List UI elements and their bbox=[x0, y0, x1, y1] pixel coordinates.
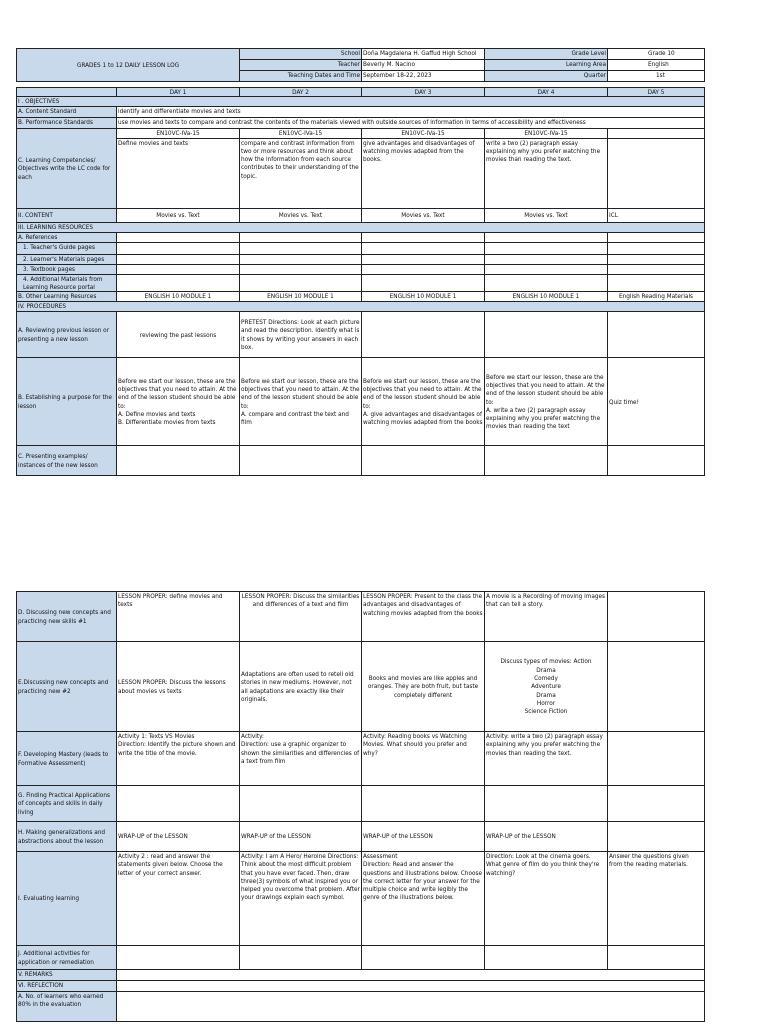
procedure-f-label: F. Developing Mastery (leads to Formative Assessment) bbox=[17, 732, 117, 786]
teacher-label: Teacher bbox=[240, 60, 362, 71]
procedure-f-day-5 bbox=[608, 732, 705, 786]
procedure-d-label: D. Discussing new concepts and practicing new skills #1 bbox=[17, 592, 117, 642]
content-label: II. CONTENT bbox=[17, 208, 117, 222]
procedure-b-day-3: Before we start our lesson, these are the objectives that you need to attain. At the end of the lesson student should be able to: A. give advantages and disadvantages of watching movies adapted from the books bbox=[362, 358, 485, 446]
procedure-a-day-2: PRETEST Directions: Look at each picture and read the description. Identify what is it shows by writing your answers in each box. bbox=[240, 312, 362, 358]
day-1-header: DAY 1 bbox=[117, 88, 240, 97]
lc-code-4: EN10VC-IVa-15 bbox=[485, 129, 608, 138]
remarks-label: V. REMARKS bbox=[17, 970, 117, 981]
procedure-b-label: B. Establishing a purpose for the lesson bbox=[17, 358, 117, 446]
procedure-f-day-3: Activity: Reading books vs Watching Movies. What should you prefer and why? bbox=[362, 732, 485, 786]
procedures-header: IV. PROCEDURES bbox=[17, 302, 705, 312]
procedure-f-day-1: Activity 1: Texts VS Movies Direction: Identify the picture shown and write the title of the movie. bbox=[117, 732, 240, 786]
procedure-g-label: G. Finding Practical Applications of concepts and skills in daily living bbox=[17, 786, 117, 822]
procedure-j-label: J. Additional activities for application or remediation bbox=[17, 946, 117, 970]
day-4-header: DAY 4 bbox=[485, 88, 608, 97]
grade-value: Grade 10 bbox=[608, 49, 705, 60]
content-day-5: ICL bbox=[608, 208, 705, 222]
procedure-b-day-1: Before we start our lesson, these are the objectives that you need to attain. At the end of the lesson student should be able to: A. Define movies and texts B. Differentiate movies from texts bbox=[117, 358, 240, 446]
competency-day-4: write a two (2) paragraph essay explaining why you prefer watching the movies than reading the text. bbox=[485, 138, 608, 208]
quarter-label: Quarter bbox=[485, 71, 608, 82]
procedure-d-day-4: A movie is a Recording of moving images that can tell a story. bbox=[485, 592, 608, 642]
lm-pages-label: 2. Learner's Materials pages bbox=[17, 254, 117, 264]
references-label: A. References bbox=[17, 232, 117, 242]
log-title: GRADES 1 to 12 DAILY LESSON LOG bbox=[17, 49, 240, 82]
school-value: Doña Magdalena H. Gaffud High School bbox=[362, 49, 485, 60]
procedure-f-day-2: Activity: Direction: use a graphic organizer to shown the similarities and differencies of a text from film bbox=[240, 732, 362, 786]
lc-code-2: EN10VC-IVa-15 bbox=[240, 129, 362, 138]
procedure-e-label: E.Discussing new concepts and practicing new #2 bbox=[17, 642, 117, 732]
procedure-i-day-1: Activity 2 : read and answer the statements given below. Choose the letter of your correct answer. bbox=[117, 852, 240, 946]
lc-code-3: EN10VC-IVa-15 bbox=[362, 129, 485, 138]
reflection-a-label: A. No. of learners who earned 80% in the evaluation bbox=[17, 992, 117, 1022]
dates-label: Teaching Dates and Time bbox=[240, 71, 362, 82]
performance-standard-value: use movies and texts to compare and contrast the contents of the materials viewed with outside sources of information in terms of accessibility and effectiveness bbox=[117, 118, 705, 129]
procedure-h-day-5 bbox=[608, 822, 705, 852]
content-day-1: Movies vs. Text bbox=[117, 208, 240, 222]
procedure-h-day-4: WRAP-UP of the LESSON bbox=[485, 822, 608, 852]
content-day-2: Movies vs. Text bbox=[240, 208, 362, 222]
day-2-header: DAY 2 bbox=[240, 88, 362, 97]
dates-value: September 18-22, 2023 bbox=[362, 71, 485, 82]
competency-day-3: give advantages and disadvantages of watching movies adapted from the books. bbox=[362, 138, 485, 208]
procedure-e-day-3: Books and movies are like apples and oranges. They are both fruit, but taste completely different bbox=[362, 642, 485, 732]
procedure-e-day-1: LESSON PROPER: Discuss the lessons about movies vs texts bbox=[117, 642, 240, 732]
procedure-b-day-2: Before we start our lesson, these are the objectives that you need to attain. At the end of the lesson student should be able to: A. compare and contrast the text and film bbox=[240, 358, 362, 446]
procedure-a-label: A. Reviewing previous lesson or presenting a new lesson bbox=[17, 312, 117, 358]
content-standard-value: identify and differentiate movies and texts bbox=[117, 107, 705, 118]
lesson-log-table-bottom bbox=[16, 591, 705, 1022]
other-resources-day-1: ENGLISH 10 MODULE 1 bbox=[117, 292, 240, 302]
grade-label: Grade Level bbox=[485, 49, 608, 60]
procedure-i-day-4: Direction: Look at the cinema goers. What genre of film do you think they're watching? bbox=[485, 852, 608, 946]
area-label: Learning Area bbox=[485, 60, 608, 71]
procedure-h-day-3: WRAP-UP of the LESSON bbox=[362, 822, 485, 852]
procedure-f-day-4: Activity: write a two (2) paragraph essay explaining why you prefer watching the movies than reading the text. bbox=[485, 732, 608, 786]
reflection-label: VI. REFLECTION bbox=[17, 981, 117, 992]
procedure-c-label: C. Presenting examples/ instances of the new lesson bbox=[17, 446, 117, 476]
lesson-log-table-top bbox=[16, 48, 705, 476]
procedure-d-day-5 bbox=[608, 592, 705, 642]
procedure-a-day-3 bbox=[362, 312, 485, 358]
procedure-b-day-5: Quiz time! bbox=[608, 358, 705, 446]
other-resources-day-4: ENGLISH 10 MODULE 1 bbox=[485, 292, 608, 302]
procedure-i-day-2: Activity: I am A Hero/ Heroine Directions: Think about the most difficult problem that you have ever faced. Then, draw three(3) symbols of what inspired you or helped you overcome that problem. After your drawings explain each symbol. bbox=[240, 852, 362, 946]
procedure-b-day-4: Before we start our lesson, these are the objectives that you need to attain. At the end of the lesson student should be able to: A. write a two (2) paragraph essay explaining why you prefer watching the movies than reading the text bbox=[485, 358, 608, 446]
procedure-e-day-2: Adaptations are often used to retell old stories in new mediums. However, not all adaptations are exactly like their originals. bbox=[240, 642, 362, 732]
competency-day-2: compare and contrast information from two or more resources and think about how the information from each source contributes to their understanding of the topic. bbox=[240, 138, 362, 208]
procedure-d-day-2: LESSON PROPER: Discuss the similarities and differences of a text and film bbox=[240, 592, 362, 642]
procedure-h-label: H. Making generalizations and abstractions about the lesson bbox=[17, 822, 117, 852]
procedure-i-label: I. Evaluating learning bbox=[17, 852, 117, 946]
school-label: School bbox=[240, 49, 362, 60]
other-resources-day-2: ENGLISH 10 MODULE 1 bbox=[240, 292, 362, 302]
area-value: English bbox=[608, 60, 705, 71]
content-day-4: Movies vs. Text bbox=[485, 208, 608, 222]
performance-standard-label: B. Performance Standards bbox=[17, 118, 117, 129]
procedure-h-day-2: WRAP-UP of the LESSON bbox=[240, 822, 362, 852]
procedure-i-day-5: Answer the questions given from the reading materials. bbox=[608, 852, 705, 946]
tg-pages-label: 1. Teacher's Guide pages bbox=[17, 242, 117, 254]
procedure-a-day-1: reviewing the past lessons bbox=[117, 312, 240, 358]
content-day-3: Movies vs. Text bbox=[362, 208, 485, 222]
competency-day-1: Define movies and texts bbox=[117, 138, 240, 208]
quarter-value: 1st bbox=[608, 71, 705, 82]
procedure-e-day-4: Discuss types of movies: Action Drama Comedy Adventure Drama Horror Science Fiction bbox=[485, 642, 608, 732]
textbook-pages-label: 3. Textbook pages bbox=[17, 264, 117, 274]
lesson-log-page-1 bbox=[16, 48, 704, 476]
lc-code-1: EN10VC-IVa-15 bbox=[117, 129, 240, 138]
procedure-e-day-5 bbox=[608, 642, 705, 732]
day-5-header: DAY 5 bbox=[608, 88, 705, 97]
procedure-i-day-3: Assessment Direction: Read and answer the questions and illustrations below. Choose the correct letter for your answer for the multiple choice and write legibly the genre of the illustrations below. bbox=[362, 852, 485, 946]
competency-day-5 bbox=[608, 138, 705, 208]
procedure-d-day-3: LESSON PROPER: Present to the class the advantages and disadvantages of watching movies adapted from the books bbox=[362, 592, 485, 642]
procedure-a-day-5 bbox=[608, 312, 705, 358]
lr-portal-label: 4. Additional Materials from Learning Resource portal bbox=[17, 274, 117, 292]
procedure-d-day-1: LESSON PROPER: define movies and texts bbox=[117, 592, 240, 642]
teacher-value: Beverly M. Nacino bbox=[362, 60, 485, 71]
procedure-h-day-1: WRAP-UP of the LESSON bbox=[117, 822, 240, 852]
day-3-header: DAY 3 bbox=[362, 88, 485, 97]
procedure-a-day-4 bbox=[485, 312, 608, 358]
competencies-label: C. Learning Competencies/ Objectives write the LC code for each bbox=[17, 129, 117, 208]
other-resources-day-3: ENGLISH 10 MODULE 1 bbox=[362, 292, 485, 302]
lesson-log-page-2 bbox=[16, 591, 704, 1022]
resources-header: III. LEARNING RESOURCES bbox=[17, 222, 705, 232]
other-resources-day-5: English Reading Materials bbox=[608, 292, 705, 302]
other-resources-label: B. Other Learning Resurces bbox=[17, 292, 117, 302]
content-standard-label: A. Content Standard bbox=[17, 107, 117, 118]
objectives-header: I . OBJECTIVES bbox=[17, 97, 705, 107]
